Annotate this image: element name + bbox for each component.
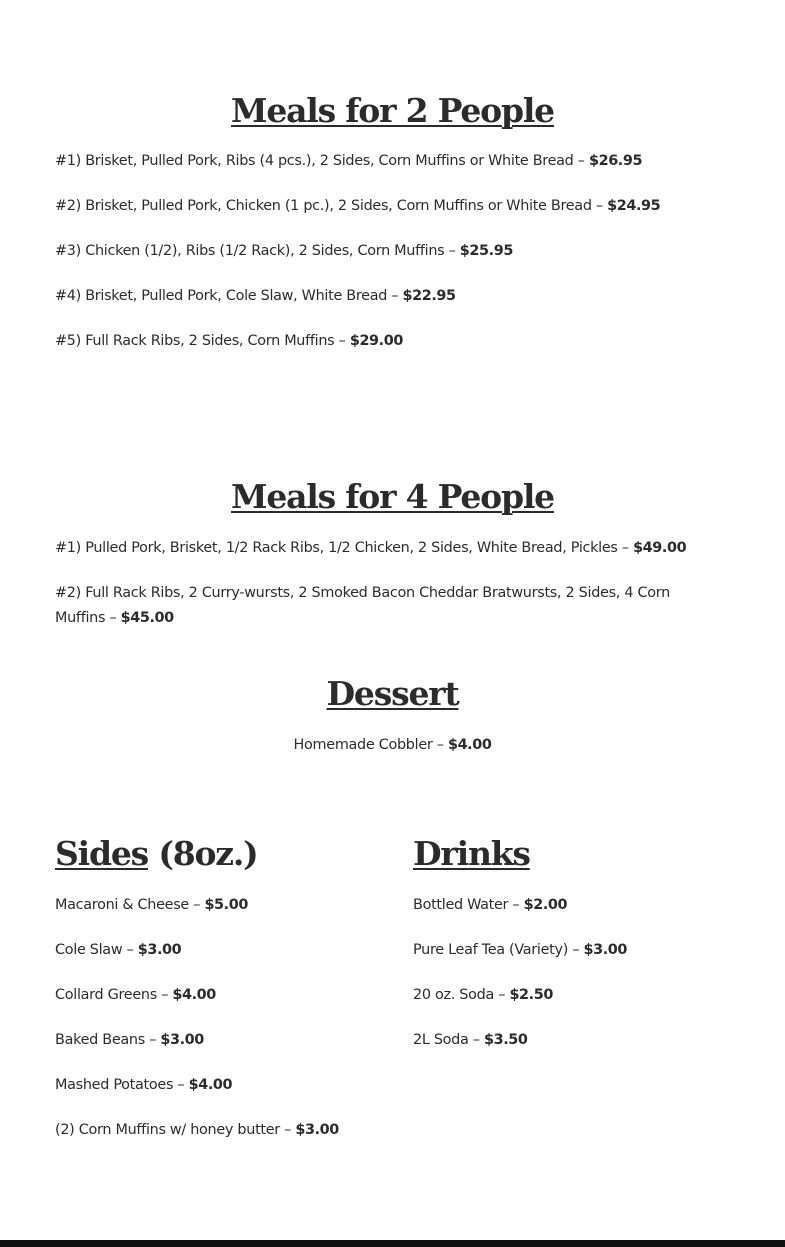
meal4-item-1	[55, 536, 686, 561]
item-price: $2.00	[523, 897, 568, 913]
item-description: Macaroni & Cheese –	[55, 897, 205, 913]
item-price: $3.00	[160, 1032, 204, 1048]
drinks-heading: Drinks	[413, 834, 530, 873]
item-price: $22.95	[402, 288, 456, 304]
item-description: #2) Brisket, Pulled Pork, Chicken (1 pc.), 2 Sides, Corn Muffins or White Bread –	[55, 198, 608, 214]
item-description: (2) Corn Muffins w/ honey butter –	[55, 1122, 296, 1138]
drink-item-1	[413, 893, 567, 918]
item-description: #5) Full Rack Ribs, 2 Sides, Corn Muffins –	[55, 333, 350, 349]
item-price: $25.95	[459, 243, 513, 259]
item-description: 2L Soda –	[413, 1032, 484, 1048]
item-description: #1) Pulled Pork, Brisket, 1/2 Rack Ribs, 1/2 Chicken, 2 Sides, White Bread, Pickles –	[55, 540, 634, 556]
meal2-item-3	[55, 239, 513, 264]
meals-for-2-heading: Meals for 2 People	[231, 91, 554, 130]
dessert-heading: Dessert	[326, 674, 459, 713]
item-description: #2) Full Rack Ribs, 2 Curry-wursts, 2 Smoked Bacon Cheddar Bratwursts, 2 Sides, 4 Corn Muffins –	[55, 585, 670, 626]
meal2-item-4	[55, 284, 456, 309]
item-description: #1) Brisket, Pulled Pork, Ribs (4 pcs.), 2 Sides, Corn Muffins or White Bread –	[55, 153, 589, 169]
item-description: #3) Chicken (1/2), Ribs (1/2 Rack), 2 Sides, Corn Muffins –	[55, 243, 460, 259]
meals-for-4-heading: Meals for 4 People	[231, 477, 554, 516]
side-item-6	[55, 1118, 339, 1143]
item-price: $2.50	[509, 987, 553, 1003]
meal4-item-2	[55, 581, 720, 631]
item-description: Collard Greens –	[55, 987, 173, 1003]
item-price: $29.00	[349, 333, 403, 349]
drink-item-4	[413, 1028, 528, 1053]
side-item-2	[55, 938, 181, 963]
meal2-item-1	[55, 149, 642, 174]
sides-heading: Sides (8oz.)	[55, 834, 258, 873]
item-price: $3.00	[583, 942, 628, 958]
dessert-item-1	[0, 733, 785, 758]
item-description: #4) Brisket, Pulled Pork, Cole Slaw, White Bread –	[55, 288, 403, 304]
drink-item-2	[413, 938, 627, 963]
item-price: $3.00	[295, 1122, 339, 1138]
item-description: Pure Leaf Tea (Variety) –	[413, 942, 584, 958]
item-description: Baked Beans –	[55, 1032, 161, 1048]
item-price: $3.00	[137, 942, 182, 958]
side-item-4	[55, 1028, 204, 1053]
side-item-5	[55, 1073, 232, 1098]
item-price: $24.95	[607, 198, 661, 214]
item-price: $49.00	[633, 540, 687, 556]
item-description: Homemade Cobbler –	[293, 737, 448, 753]
item-price: $4.00	[172, 987, 216, 1003]
item-description: Cole Slaw –	[55, 942, 138, 958]
item-description: Bottled Water –	[413, 897, 524, 913]
item-price: $45.00	[120, 610, 174, 626]
item-price: $4.00	[447, 737, 492, 753]
item-price: $5.00	[204, 897, 248, 913]
drink-item-3	[413, 983, 553, 1008]
item-price: $3.50	[483, 1032, 528, 1048]
meal2-item-5	[55, 329, 403, 354]
item-price: $26.95	[588, 153, 643, 169]
footer-bar	[0, 1240, 785, 1247]
item-description: Mashed Potatoes –	[55, 1077, 189, 1093]
item-description: 20 oz. Soda –	[413, 987, 510, 1003]
sides-size-note: (8oz.)	[148, 834, 258, 873]
meal2-item-2	[55, 194, 660, 219]
side-item-1	[55, 893, 248, 918]
item-price: $4.00	[188, 1077, 233, 1093]
side-item-3	[55, 983, 216, 1008]
